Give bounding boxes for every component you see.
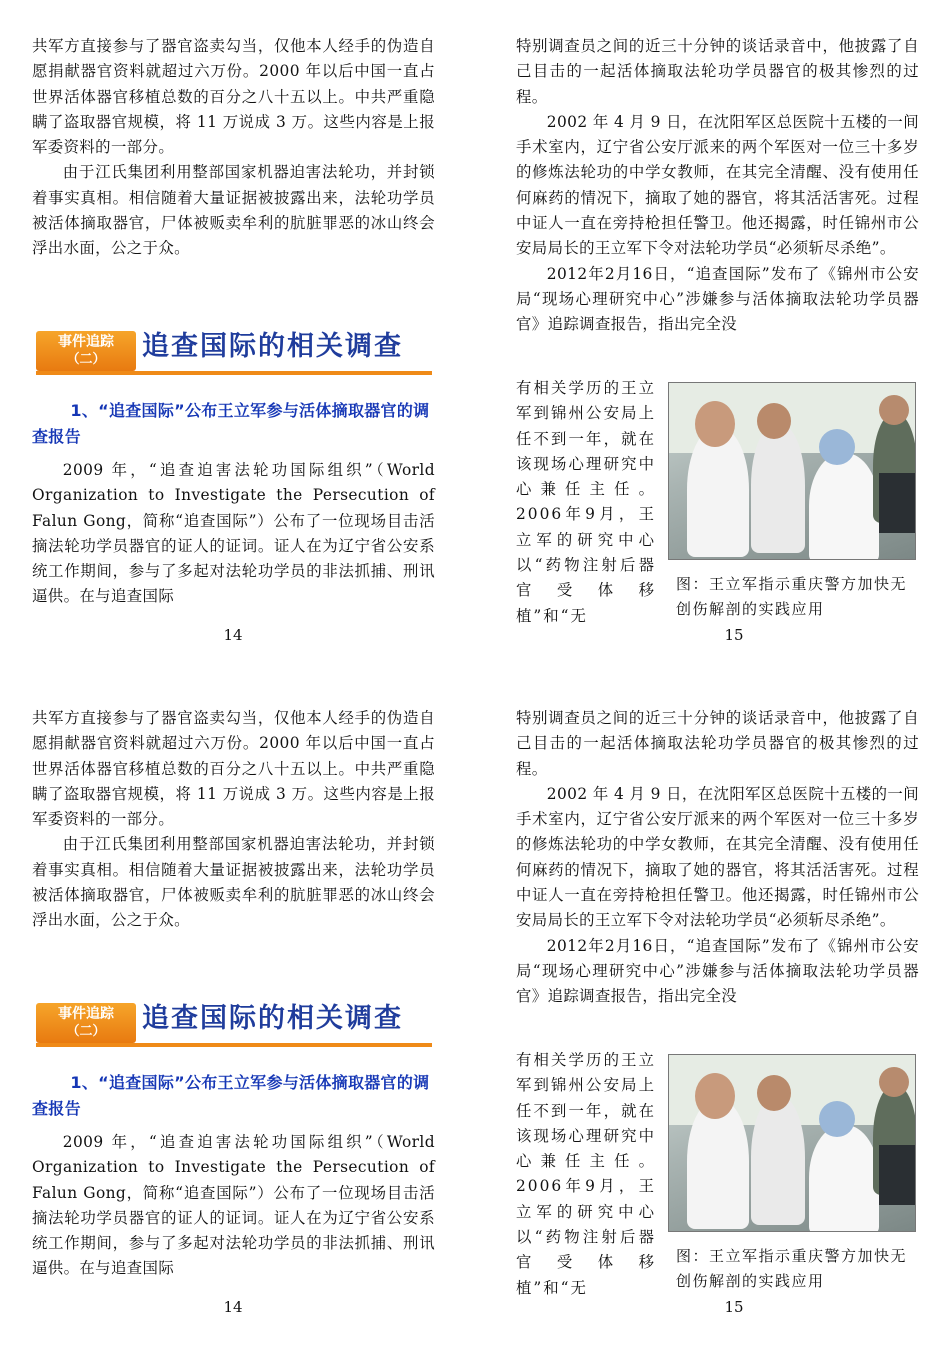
section-banner [36,999,432,1049]
photo-figure-head [757,403,791,439]
section-title: 追查国际的相关调查 [142,1003,403,1034]
wrapped-text-column [516,376,656,629]
article-heading: 1、“追查国际”公布王立军参与活体摘取器官的调查报告 [32,1073,430,1118]
paragraph: 2002 年 4 月 9 日，在沈阳军区总医院十五楼的一间手术室内，辽宁省公安厅派来的两个军医对一位三十多岁的修炼法轮功的中学女教师，在其完全清醒、没有使用任何麻药的情况下，摘取了她的器官，将其活活害死。过程中证人一直在旁持枪担任警卫。他还揭露，时任锦州市公安局局长的王立军下令对法轮功学员“必须斩尽杀绝”。 [516,784,919,930]
page-number: 15 [724,1298,744,1316]
right-intro-text [516,706,919,1010]
paragraph: 2012年2月16日，“追查国际”发布了《锦州市公安局“现场心理研究中心”涉嫌参与活体摘取法轮功学员器官》追踪调查报告，指出完全没 [516,936,919,1006]
paragraph-wrap: 有相关学历的王立军到锦州公安局上任不到一年，就在该现场心理研究中心兼任主任。2006年9月，王立军的研究中心以“药物注射后器官受体移植”和“无 [516,379,656,625]
photo-figure-head [757,1075,791,1111]
paragraph-continue: 特别调查员之间的近三十分钟的谈话录音中，他披露了自己目击的一起活体摘取法轮功学员器官的极其惨烈的过程。 [516,37,919,106]
photo-figure-head [819,429,855,465]
paragraph: 2009 年，“追查迫害法轮功国际组织”（World Organization to Investigate the Persecution of Falun Gong，简称“追查国际”）公布了一位现场目击活摘法轮功学员器官的证人的证词。证人在为辽宁省公安系统工作期间，参与了多起对法轮功学员的非法抓捕、刑讯逼供。在与追查国际 [32,1133,435,1278]
paragraph: 2002 年 4 月 9 日，在沈阳军区总医院十五楼的一间手术室内，辽宁省公安厅派来的两个军医对一位三十多岁的修炼法轮功的中学女教师，在其完全清醒、没有使用任何麻药的情况下，摘取了她的器官，将其活活害死。过程中证人一直在旁持枪担任警卫。他还揭露，时任锦州市公安局局长的王立军下令对法轮功学员“必须斩尽杀绝”。 [516,112,919,258]
page-number: 14 [223,1298,243,1316]
photo-figure [809,1125,879,1232]
news-photo [668,1054,916,1232]
section-underline [36,1043,432,1047]
news-photo [668,382,916,560]
photo-figure-head [879,395,909,425]
photo-figure [809,453,879,560]
photo-monitor [879,1145,915,1205]
section-underline [36,371,432,375]
photo-monitor [879,473,915,533]
photo-figure-head [879,1067,909,1097]
paragraph-continue: 共军方直接参与了器官盗卖勾当，仅他本人经手的伪造自愿捐献器官资料就超过六万份。2000 年以后中国一直占世界活体器官移植总数的百分之八十五以上。中共严重隐瞒了盗取器官规模，将 11 万说成 3 万。这些内容是上报军委资料的一部分。 [32,709,435,829]
spread-bottom [0,672,950,1344]
left-intro-text [32,706,435,934]
photo-figure-head [819,1101,855,1137]
page-right [516,0,919,672]
left-intro-text [32,34,435,262]
paragraph-continue: 特别调查员之间的近三十分钟的谈话录音中，他披露了自己目击的一起活体摘取法轮功学员器官的极其惨烈的过程。 [516,709,919,778]
section-tag-sub: （二） [66,352,106,367]
article-heading: 1、“追查国际”公布王立军参与活体摘取器官的调查报告 [32,401,430,446]
right-intro-text [516,34,919,338]
page-left [32,672,435,1344]
section-tag-main: 事件追踪 [58,334,114,350]
spread-top [0,0,950,672]
paragraph: 2009 年，“追查迫害法轮功国际组织”（World Organization to Investigate the Persecution of Falun Gong，简称“追查国际”）公布了一位现场目击活摘法轮功学员器官的证人的证词。证人在为辽宁省公安系统工作期间，参与了多起对法轮功学员的非法抓捕、刑讯逼供。在与追查国际 [32,461,435,606]
paragraph: 2012年2月16日，“追查国际”发布了《锦州市公安局“现场心理研究中心”涉嫌参与活体摘取法轮功学员器官》追踪调查报告，指出完全没 [516,264,919,334]
paragraph-continue: 共军方直接参与了器官盗卖勾当，仅他本人经手的伪造自愿捐献器官资料就超过六万份。2000 年以后中国一直占世界活体器官移植总数的百分之八十五以上。中共严重隐瞒了盗取器官规模，将 11 万说成 3 万。这些内容是上报军委资料的一部分。 [32,37,435,157]
section-tag-main: 事件追踪 [58,1006,114,1022]
section-banner [36,327,432,377]
photo-caption: 图：王立军指示重庆警方加快无创伤解剖的实践应用 [676,1247,908,1290]
section-tag-sub: （二） [66,1024,106,1039]
photo-figure [751,423,805,553]
page-right [516,672,919,1344]
section-tag [36,331,136,371]
left-body-text [32,1130,435,1282]
page-left [32,0,435,672]
photo-figure [751,1095,805,1225]
section-title: 追查国际的相关调查 [142,331,403,362]
paragraph: 由于江氏集团利用整部国家机器迫害法轮功，并封锁着事实真相。相信随着大量证据被披露出来，法轮功学员被活体摘取器官，尸体被贩卖牟利的肮脏罪恶的冰山终会浮出水面，公之于众。 [32,835,435,930]
page-number: 14 [223,626,243,644]
photo-caption: 图：王立军指示重庆警方加快无创伤解剖的实践应用 [676,575,908,618]
paragraph-wrap: 有相关学历的王立军到锦州公安局上任不到一年，就在该现场心理研究中心兼任主任。2006年9月，王立军的研究中心以“药物注射后器官受体移植”和“无 [516,1051,656,1297]
left-body-text [32,458,435,610]
wrapped-text-column [516,1048,656,1301]
photo-figure-head [695,1073,735,1119]
paragraph: 由于江氏集团利用整部国家机器迫害法轮功，并封锁着事实真相。相信随着大量证据被披露出来，法轮功学员被活体摘取器官，尸体被贩卖牟利的肮脏罪恶的冰山终会浮出水面，公之于众。 [32,163,435,258]
section-tag [36,1003,136,1043]
page-number: 15 [724,626,744,644]
photo-figure-head [695,401,735,447]
